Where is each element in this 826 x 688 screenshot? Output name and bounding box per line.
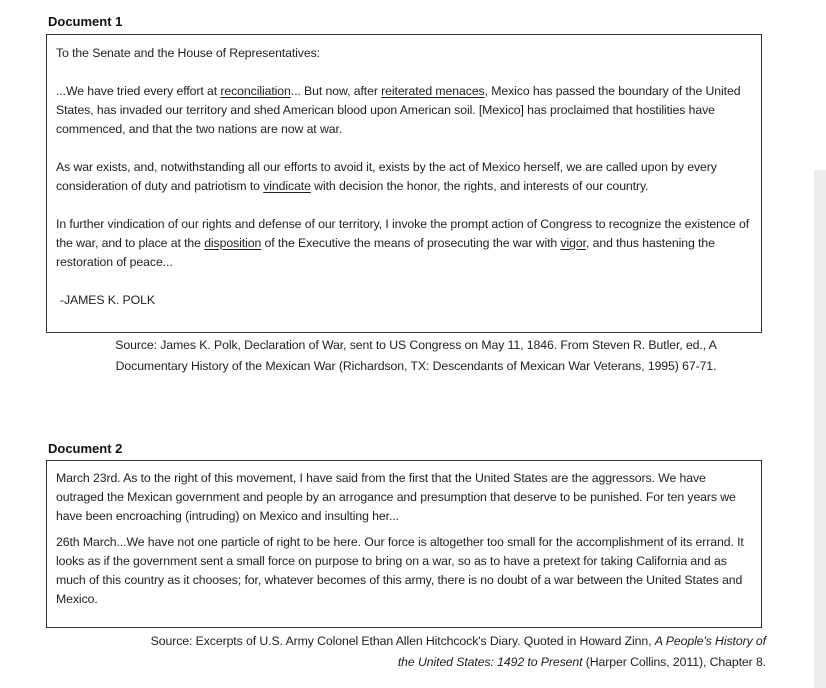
document-2-paragraph-1: March 23rd. As to the right of this movement, I have said from the first that the United States are the aggressors. We have outraged the Mexican government and people by an arrogance and presumption that deserve to be punished. For ten years we have been encroaching (intruding) on Mexico and insulting her... xyxy=(56,471,736,523)
document-2-title: Document 2 xyxy=(48,441,123,456)
document-2-source: Source: Excerpts of U.S. Army Colonel Ethan Allen Hitchcock's Diary. Quoted in Howard Zinn, A People's History of the United States: 1492 to Present (Harper Collins, 2011), Chapter 8. xyxy=(150,634,766,669)
book-title-continued: the United States: 1492 to Present xyxy=(397,655,583,669)
book-title: A People's History of xyxy=(654,634,766,648)
document-1-paragraph-3: In further vindication of our rights and defense of our territory, I invoke the prompt action of Congress to recognize the existence of the war, and to place at the disposition of the Executive the means of prosecuting the war with vigor, and thus hastening the restoration of peace... xyxy=(56,217,750,269)
term-vigor: vigor xyxy=(560,236,586,250)
document-2-paragraph-2: 26th March...We have not one particle of right to be here. Our force is altogether too small for the accomplishment of its errand. It looks as if the government sent a small force on purpose to bring on a war, so as to have a pretext for taking California and as much of this country as it chooses; for, whatever becomes of this army, there is no doubt of a war between the United States and Mexico. xyxy=(56,535,744,606)
document-1-source: Source: James K. Polk, Declaration of War, sent to US Congress on May 11, 1846. From Steven R. Butler, ed., A Documentary History of the Mexican War (Richardson, TX: Descendants of Mexican War Veterans, 1995) 67-71. xyxy=(115,338,717,373)
scrollbar-track[interactable] xyxy=(814,170,826,688)
term-vindicate: vindicate xyxy=(263,179,311,193)
document-1-title: Document 1 xyxy=(48,14,123,29)
term-reconciliation: reconciliation xyxy=(220,84,291,98)
document-1-paragraph-2: As war exists, and, notwithstanding all our efforts to avoid it, exists by the act of Mexico herself, we are called upon by every consideration of duty and patriotism to vindicate with decision the honor, the rights, and interests of our country. xyxy=(56,160,717,193)
term-disposition: disposition xyxy=(204,236,262,250)
document-1-paragraph-1: ...We have tried every effort at reconciliation... But now, after reiterated menaces, Mexico has passed the boundary of the United States, has invaded our territory and shed American blood upon American soil. [Mexico] has proclaimed that hostilities have commenced, and that the two nations are now at war. xyxy=(56,84,741,136)
salutation: To the Senate and the House of Representatives: xyxy=(56,46,320,60)
document-1-box xyxy=(46,34,762,333)
document-2-box xyxy=(46,460,762,628)
term-reiterated-menaces: reiterated menaces xyxy=(381,84,485,98)
signature: -JAMES K. POLK xyxy=(60,293,155,307)
